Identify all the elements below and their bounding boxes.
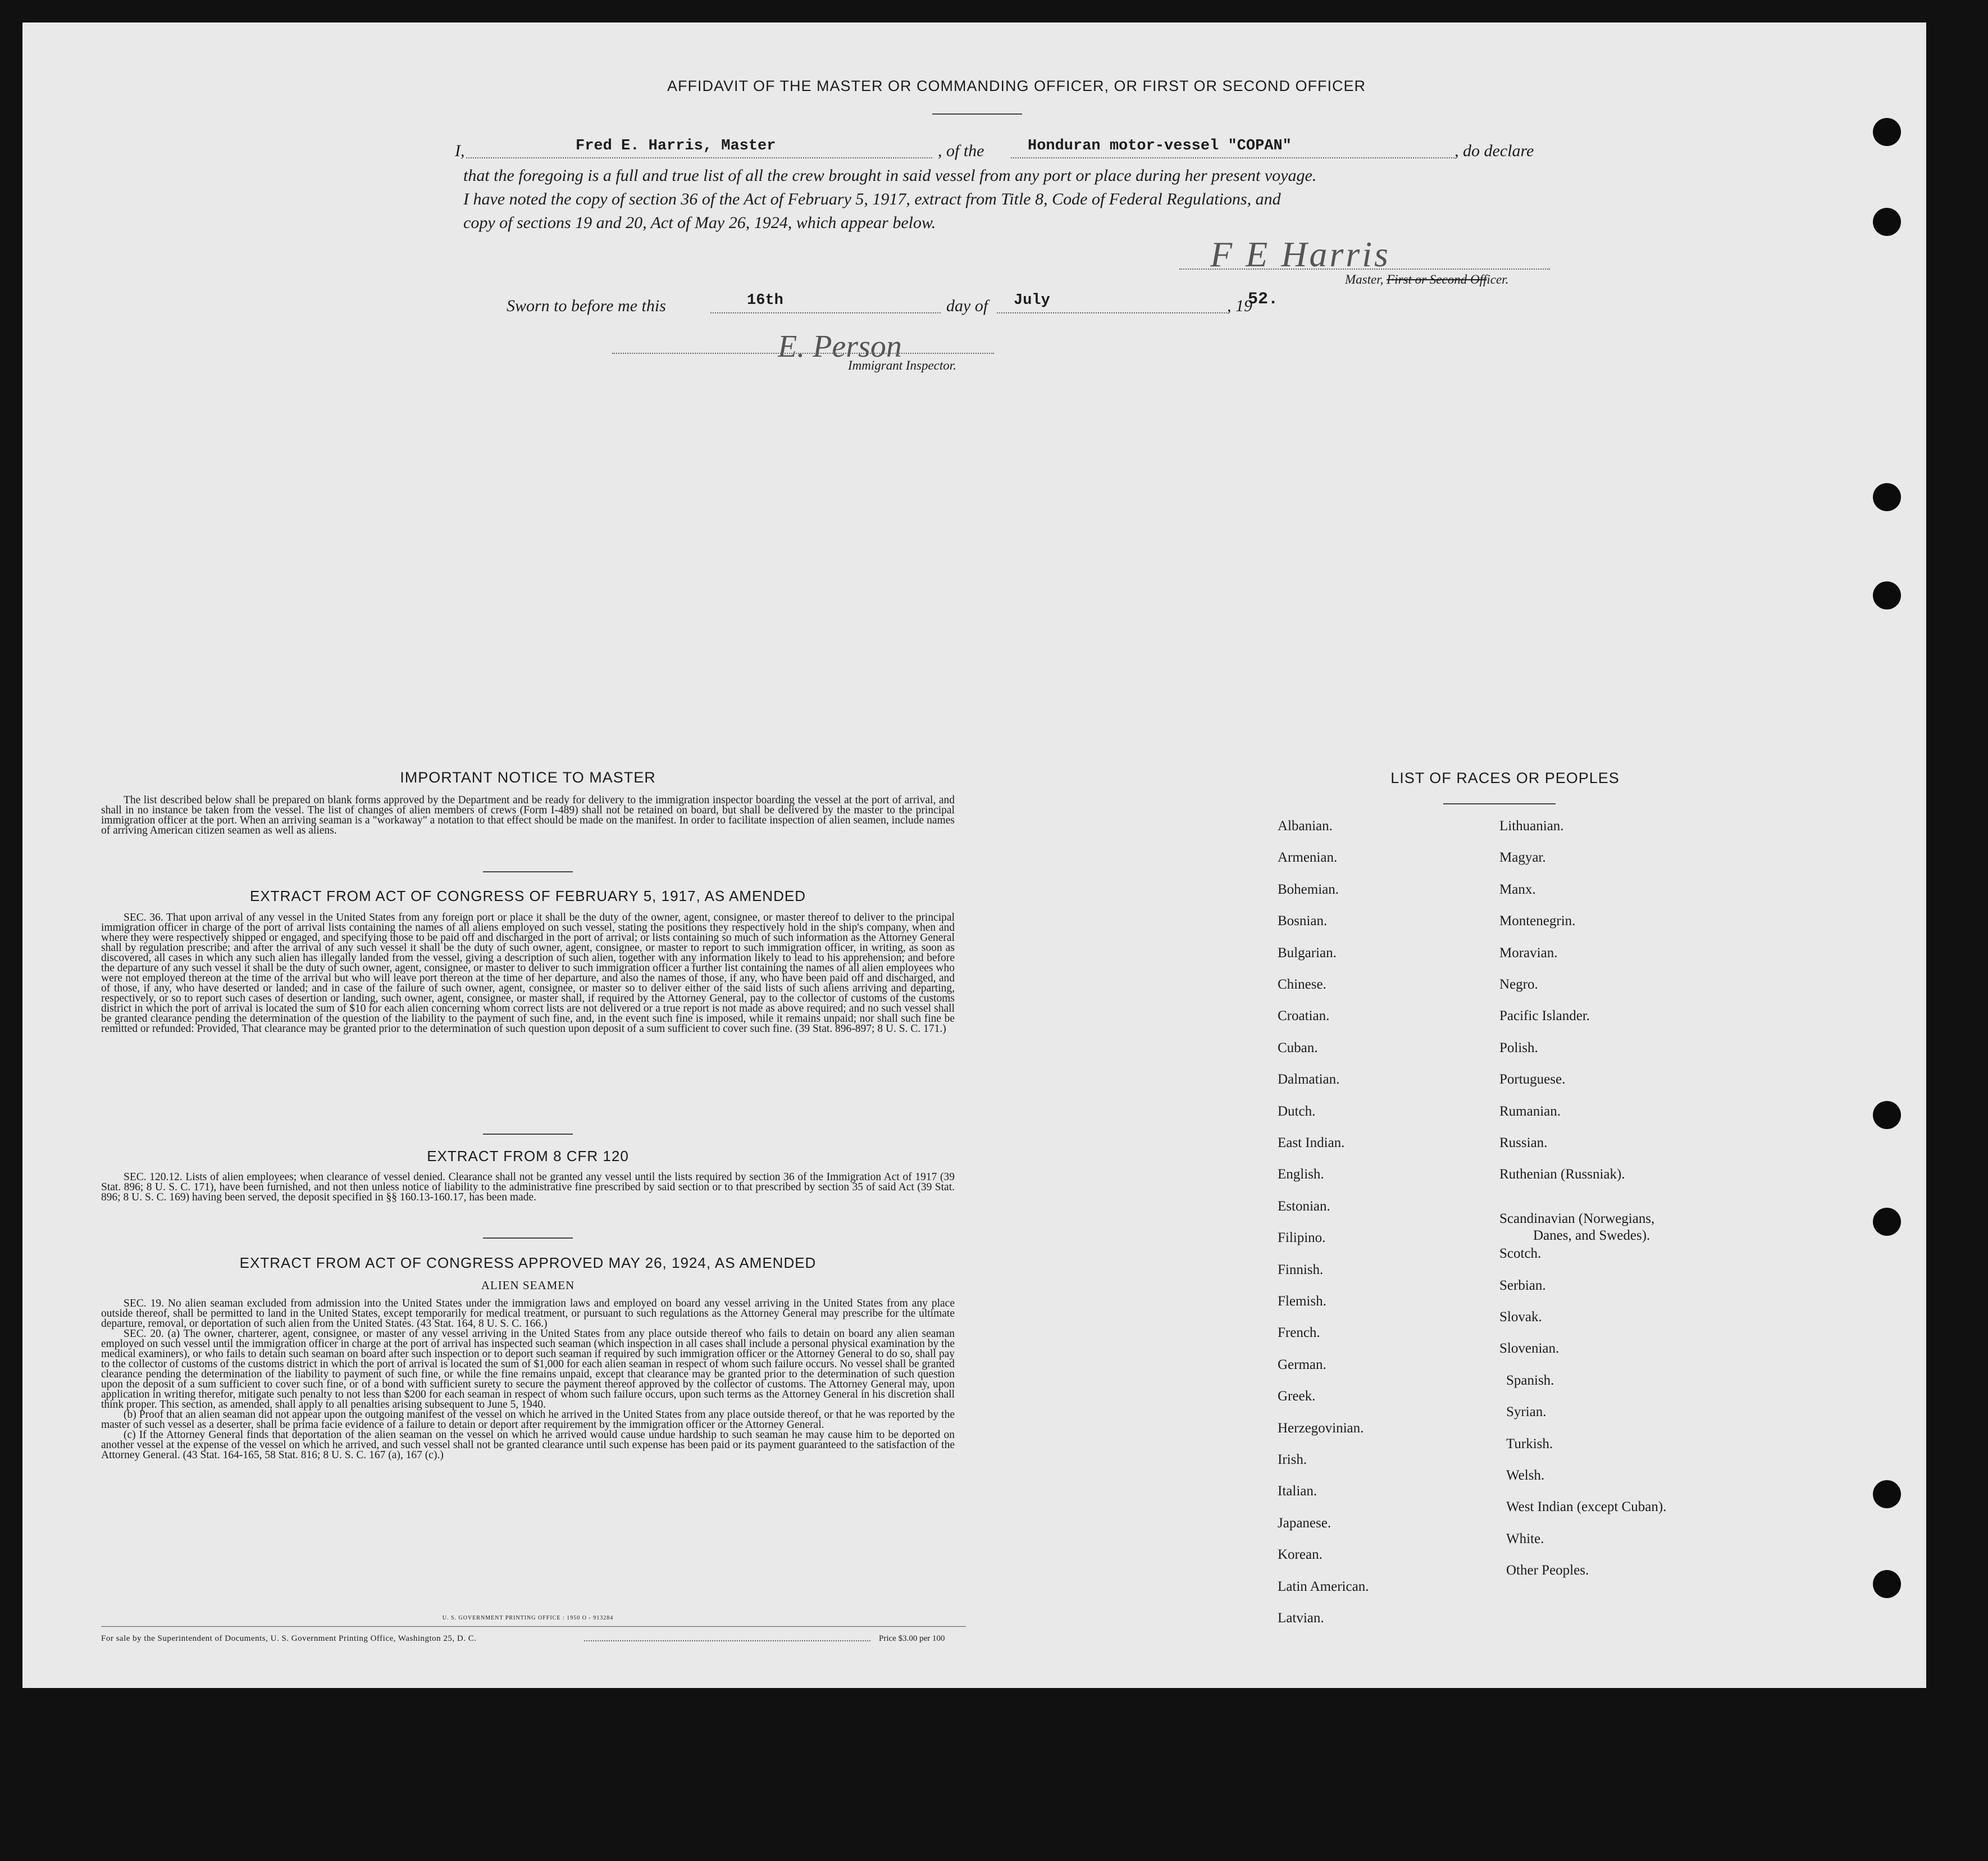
race-item: Manx. (1499, 881, 1536, 897)
race-item: Cuban. (1278, 1040, 1318, 1055)
race-item: Magyar. (1499, 850, 1546, 866)
binder-hole (1873, 1208, 1901, 1236)
binder-hole (1873, 208, 1901, 236)
affidavit-line-3: I have noted the copy of section 36 of the Act of February 5, 1917, extract from Title 8, Code of Federal Regulations, and (463, 190, 1281, 208)
affidavit-i: I, (455, 142, 465, 160)
race-item: Korean. (1278, 1547, 1323, 1563)
race-item: Russian. (1499, 1135, 1548, 1150)
master-caption-b: icer. (1487, 272, 1509, 286)
race-item: Negro. (1499, 977, 1538, 992)
extract-1924-body (101, 1299, 955, 1460)
binder-hole (1873, 1480, 1901, 1508)
race-item: Other Peoples. (1506, 1563, 1589, 1578)
race-item: East Indian. (1278, 1135, 1345, 1150)
race-item: Filipino. (1278, 1230, 1326, 1246)
race-item: German. (1278, 1357, 1326, 1372)
binder-hole (1873, 118, 1901, 146)
race-item: Moravian. (1499, 945, 1558, 961)
race-item: Japanese. (1278, 1515, 1332, 1531)
master-caption-a: Master, (1345, 272, 1387, 286)
extract-1917-title: EXTRACT FROM ACT OF CONGRESS OF FEBRUARY 5, 1917, AS AMENDED (250, 888, 806, 904)
binder-hole (1873, 1101, 1901, 1129)
year-prefix: , 19 (1227, 297, 1252, 315)
sale-notice: For sale by the Superintendent of Documents, U. S. Government Printing Office, Washington 25, D. C. (101, 1634, 477, 1643)
extract-cfr-title: EXTRACT FROM 8 CFR 120 (427, 1148, 629, 1164)
day-field: 16th (747, 292, 783, 309)
master-name-field: Fred E. Harris, Master (576, 138, 776, 154)
inspector-signature-line (612, 353, 994, 354)
notice-title: IMPORTANT NOTICE TO MASTER (400, 769, 656, 786)
master-signature: F E Harris (1210, 234, 1390, 274)
day-line (710, 312, 941, 313)
document-page (22, 22, 1926, 1688)
price: Price $3.00 per 100 (879, 1634, 945, 1643)
race-item: Bohemian. (1278, 881, 1339, 897)
binder-hole (1873, 483, 1901, 511)
sec19-text: SEC. 19. No alien seaman excluded from admission into the United States under the immigration laws and employed on board any vessel arriving in the United States from any place outside thereof, shall be permitted to land in the United States, except temporarily for medical treatment, or pursuant to such regulations as the Attorney General may prescribe for the ultimate departure, removal, or deportation of such alien from the United States. (43 Stat. 164, 8 U. S. C. 166.) (101, 1298, 955, 1330)
extract-1924-title: EXTRACT FROM ACT OF CONGRESS APPROVED MAY 26, 1924, AS AMENDED (239, 1254, 817, 1271)
race-item: English. (1278, 1167, 1324, 1182)
race-item: Italian. (1278, 1484, 1317, 1499)
race-item: Turkish. (1506, 1436, 1553, 1452)
race-item: Rumanian. (1499, 1103, 1561, 1119)
race-item: Pacific Islander. (1499, 1008, 1590, 1024)
footer-rule (101, 1626, 966, 1627)
inspector-signature: E. Person (778, 329, 902, 364)
race-item: Irish. (1278, 1452, 1307, 1467)
race-item: Dalmatian. (1278, 1072, 1340, 1088)
master-caption-struck: First or Second Off (1387, 272, 1487, 286)
race-item: Slovak. (1499, 1309, 1542, 1325)
notice-body: The list described below shall be prepared on blank forms approved by the Department and be ready for delivery to the immigration inspector boarding the vessel at the port of arrival, and shall in no instance be taken from the vessel. The list of changes of alien members of crews (Form I-489) shall not be retained on board, but shall be delivered by the master to the principal immigration officer at the port. When an arriving seaman is a "workaway" a notation to that effect should be made on the manifest. In order to facilitate inspection of alien seamen, include names of arriving American citizen seamen as well as aliens. (101, 794, 955, 836)
affidavit-line-4: copy of sections 19 and 20, Act of May 26, 1924, which appear below. (463, 213, 936, 232)
races-left-column (1278, 22, 1491, 1688)
race-item: Croatian. (1278, 1008, 1330, 1024)
race-item: West Indian (except Cuban). (1506, 1499, 1667, 1515)
extract-1917-body: SEC. 36. That upon arrival of any vessel in the United States from any foreign port or place it shall be the duty of the owner, agent, consignee, or master thereof to deliver to the principal immigration officer in charge of the port of arrival lists containing the names of all aliens employed on such vessel, stating the positions they respectively hold in the ship's company, when and where they were respectively shipped or engaged, and specifying those to be paid off and discharged in the port of arrival; or lists containing so much of such information as the Attorney General shall by regulation prescribe; and after the arrival of any such vessel it shall be the duty of such owner, agent, consignee, or master to report to such immigration officer, in writing, as soon as discovered, all cases in which any such alien has illegally landed from the vessel, giving a description of such alien, together with any information likely to lead to his apprehension; and before the departure of any such vessel it shall be the duty of such owner, agent, consignee, or master to deliver to such immigration officer a further list containing the names of all alien employees who were not employed thereon at the time of the arrival but who will leave port thereon at the time of her departure, and also the names of those, if any, who have been paid off and discharged, and of those, if any, who have deserted or landed; and in case of the failure of such owner, agent, consignee, or master so to deliver either of the said lists of such aliens arriving and departing, respectively, or so to report such cases of desertion or landing, such owner, agent, consignee, or master shall, if required by the Attorney General, pay to the collector of customs of the customs district in which the port of arrival is located the sum of $10 for each alien concerning whom correct lists are not delivered or a true report is not made as above required; and no such vessel shall be granted clearance pending the determination of the question of the liability to the payment of such fine, and, in the event such fine is imposed, while it remains unpaid; nor shall such fine be remitted or refunded: Provided, That clearance may be granted prior to the determination of such question upon deposit of a sum sufficient to cover such fine. (39 Stat. 896-897; 8 U. S. C. 171.) (101, 912, 955, 1035)
race-item: Scotch. (1499, 1246, 1542, 1262)
race-item: Estonian. (1278, 1198, 1330, 1214)
race-item: Herzegovinian. (1278, 1420, 1364, 1436)
do-declare-text: , do declare (1454, 142, 1534, 160)
race-item: Armenian. (1278, 850, 1338, 866)
month-field: July (1014, 292, 1050, 309)
race-item: Ruthenian (Russniak). (1499, 1167, 1625, 1182)
gpo-imprint: U. S. GOVERNMENT PRINTING OFFICE : 1950 O - 913284 (442, 1615, 614, 1621)
sale-notice-leader (584, 1640, 870, 1641)
races-title: LIST OF RACES OR PEOPLES (1390, 770, 1620, 786)
race-item: Portuguese. (1499, 1072, 1566, 1088)
race-item: Chinese. (1278, 977, 1326, 992)
affidavit-line-2: that the foregoing is a full and true list of all the crew brought in said vessel from any port or place during her present voyage. (463, 166, 1317, 185)
day-of-text: day of (946, 297, 988, 315)
race-item: Dutch. (1278, 1103, 1316, 1119)
race-item: Bulgarian. (1278, 945, 1337, 961)
races-right-column (1499, 22, 1814, 1688)
race-item: Albanian. (1278, 818, 1333, 834)
binder-hole (1873, 1570, 1901, 1598)
month-line (997, 312, 1227, 313)
affidavit-title: AFFIDAVIT OF THE MASTER OR COMMANDING OFFICER, OR FIRST OR SECOND OFFICER (667, 78, 1366, 94)
sec20b-text: (b) Proof that an alien seaman did not appear upon the outgoing manifest of the vessel on which he arrived in the United States from any place outside thereof, or that he was reported by the master of such vessel as a deserter, shall be prima facie evidence of a failure to detain or deport after requirement by the immigration officer or the Attorney General. (101, 1409, 955, 1431)
inspector-caption: Immigrant Inspector. (848, 358, 956, 372)
race-item: Syrian. (1506, 1404, 1547, 1420)
race-item: Montenegrin. (1499, 913, 1576, 929)
race-item: French. (1278, 1325, 1320, 1341)
race-item: Latin American. (1278, 1578, 1369, 1594)
year-field: 52. (1248, 290, 1279, 309)
race-item: Scandinavian (Norwegians, (1499, 1211, 1655, 1226)
race-item: Danes, and Swedes). (1533, 1227, 1650, 1243)
race-item: Finnish. (1278, 1262, 1324, 1277)
sworn-text: Sworn to before me this (507, 297, 666, 315)
race-item: Greek. (1278, 1389, 1316, 1404)
of-the-text: , of the (938, 142, 984, 160)
master-name-line (466, 157, 932, 158)
race-item: Serbian. (1499, 1277, 1546, 1293)
race-item: Spanish. (1506, 1372, 1554, 1388)
divider (483, 1237, 573, 1239)
divider (483, 871, 573, 872)
race-item: Bosnian. (1278, 913, 1328, 929)
race-item: White. (1506, 1531, 1544, 1546)
title-rule (932, 113, 1022, 115)
vessel-field: Honduran motor-vessel "COPAN" (1028, 138, 1292, 154)
divider (483, 1134, 573, 1135)
extract-1924-subtitle: ALIEN SEAMEN (481, 1278, 575, 1292)
race-item: Welsh. (1506, 1468, 1545, 1483)
sec20c-text: (c) If the Attorney General finds that deportation of the alien seaman on the vessel on which he arrived would cause undue hardship to such seaman he may cause him to be deported on another vessel at the expense of the vessel on which he arrived, and such vessel shall not be granted clearance until such expense has been paid or its payment guaranteed to the satisfaction of the Attorney General. (43 Stat. 164-165, 58 Stat. 816; 8 U. S. C. 167 (a), 167 (c).) (101, 1429, 955, 1461)
race-item: Lithuanian. (1499, 818, 1564, 834)
race-item: Latvian. (1278, 1610, 1324, 1626)
race-item: Polish. (1499, 1040, 1538, 1055)
sec20a-text: SEC. 20. (a) The owner, charterer, agent, consignee, or master of any vessel arriving in the United States from any place outside thereof who fails to detain on board any alien seaman employed on such vessel until the immigration officer in charge at the port of arrival has inspected such seaman (which inspection in all cases shall include a personal physical examination by the medical examiners), or who fails to detain such seaman on board after such inspection or to deport such seaman if required by such immigration officer or the Attorney General to do so, shall pay to the collector of customs of the customs district in which the port of arrival is located the sum of $1,000 for each alien seaman in respect of whom such failure occurs. No vessel shall be granted clearance pending the determination of the liability to payment of such fine, or while the fine remains unpaid, except that clearance may be granted prior to the determination of such question upon the deposit of a sum sufficient to cover such fine, or of a bond with sufficient surety to secure the payment thereof approved by the collector of customs. The Attorney General may, upon application in writing therefor, mitigate such penalty to not less than $200 for each seaman in respect of whom such failure occurs, upon such terms as the Attorney General in his discretion shall think proper. This section, as amended, shall apply to all penalties arising subsequent to June 5, 1940. (101, 1328, 955, 1410)
binder-hole (1873, 581, 1901, 609)
extract-cfr-body: SEC. 120.12. Lists of alien employees; when clearance of vessel denied. Clearance shall not be granted any vessel until the lists required by section 36 of the Immigration Act of 1917 (39 Stat. 896; 8 U. S. C. 171), have been furnished, and not then unless notice of liability to the administrative fine prescribed by said section or to that prescribed by section 35 of said Act (39 Stat. 896; 8 U. S. C. 169) having been served, the deposit specified in §§ 160.13-160.17, has been made. (101, 1171, 955, 1203)
race-item: Flemish. (1278, 1294, 1326, 1309)
race-item: Slovenian. (1499, 1341, 1560, 1357)
